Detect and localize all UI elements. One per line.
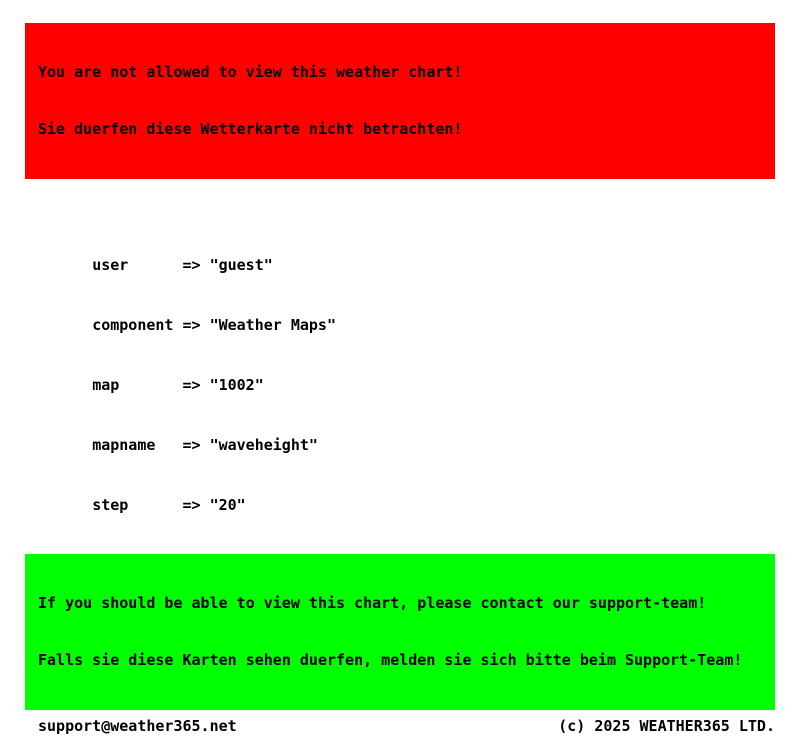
param-arrow: => [182, 436, 201, 454]
support-line-1: If you should be able to view this chart, please contact our support-team! [38, 594, 707, 612]
support-email: support@weather365.net [38, 717, 237, 735]
error-line-2: Sie duerfen diese Wetterkarte nicht betrachten! [38, 120, 463, 138]
param-value: "1002" [209, 376, 264, 394]
param-arrow: => [182, 316, 201, 334]
param-key: mapname [92, 436, 156, 454]
support-line-2: Falls sie diese Karten sehen duerfen, melden sie sich bitte beim Support-Team! [38, 651, 743, 669]
param-arrow: => [182, 256, 201, 274]
param-value: "Weather Maps" [209, 316, 336, 334]
param-row [38, 415, 775, 454]
param-arrow: => [182, 496, 201, 514]
request-params [38, 195, 775, 535]
param-value: "guest" [209, 256, 273, 274]
param-row [38, 295, 775, 334]
error-line-1: You are not allowed to view this weather chart! [38, 63, 463, 81]
param-row [38, 475, 775, 514]
footer [25, 716, 775, 736]
param-value: "20" [209, 496, 246, 514]
support-banner [25, 554, 775, 710]
param-row [38, 355, 775, 394]
param-value: "waveheight" [209, 436, 318, 454]
param-key: step [92, 496, 129, 514]
copyright-text: (c) 2025 WEATHER365 LTD. [558, 717, 775, 735]
error-banner [25, 23, 775, 179]
param-row [38, 235, 775, 274]
param-key: component [92, 316, 174, 334]
param-key: map [92, 376, 120, 394]
page [25, 23, 775, 736]
param-arrow: => [182, 376, 201, 394]
param-key: user [92, 256, 129, 274]
